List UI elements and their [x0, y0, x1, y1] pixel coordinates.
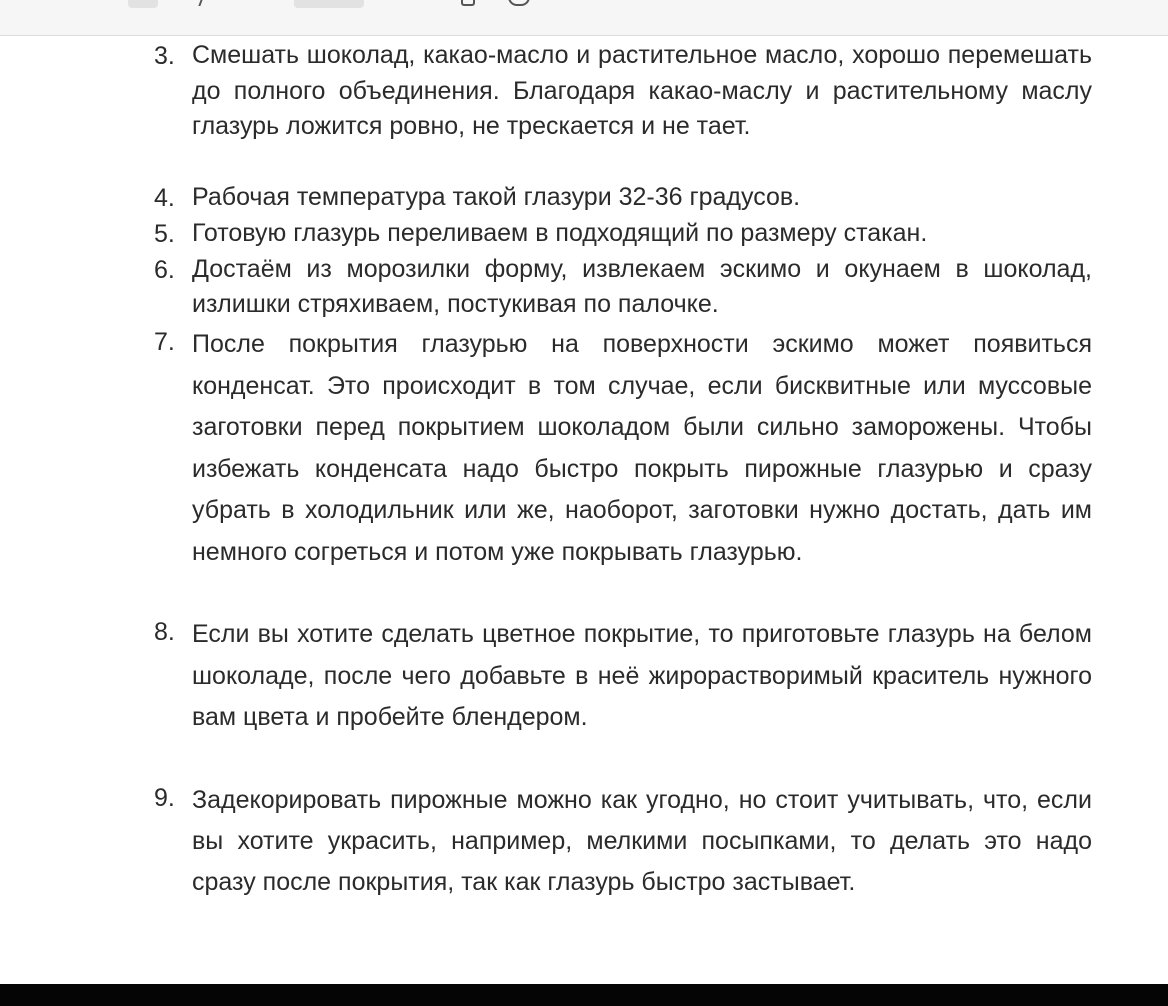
article-content — [0, 36, 1168, 984]
step-text: Готовую глазурь переливаем в подходящий по размеру стакан. — [192, 219, 928, 247]
step-text: После покрытия глазурью на поверхности эскимо может появиться конденсат. Это происходит в том случае, если бисквитные или муссовые заготовки перед покрытием шоколадом были сильно заморожены. Чтобы избежать конденсата надо быстро покрыть пирожные глазурью и сразу убрать в холодильник или же, наоборот, заготовки нужно достать, дать им немного согреться и потом уже покрывать глазурью. — [192, 330, 1092, 566]
step-number: 6. — [154, 256, 175, 284]
step-text: Задекорировать пирожные можно как угодно, но стоит учитывать, что, если вы хотите украсить, например, мелкими посыпками, то делать это надо сразу после покрытия, так как глазурь быстро застывает. — [192, 786, 1092, 896]
bottom-bar — [0, 984, 1168, 1006]
top-toolbar — [0, 0, 1168, 36]
step-text: Если вы хотите сделать цветное покрытие, то приготовьте глазурь на белом шоколаде, после чего добавьте в неё жирорастворимый краситель нужного вам цвета и пробейте блендером. — [192, 620, 1092, 731]
link-icon[interactable] — [508, 0, 530, 6]
step-number: 7. — [154, 328, 175, 356]
step-number: 9. — [154, 784, 175, 812]
step-number: 4. — [154, 184, 175, 212]
step-number: 3. — [154, 42, 175, 70]
step-text: Достаём из морозилки форму, извлекаем эскимо и окунаем в шоколад, излишки стряхиваем, постукивая по палочке. — [192, 255, 1092, 318]
step-text: Смешать шоколад, какао-масло и растительное масло, хорошо перемешать до полного объединения. Благодаря какао-маслу и растительному маслу глазурь ложится ровно, не трескается и не тает. — [192, 41, 1092, 140]
step-number: 5. — [154, 220, 175, 248]
image-icon[interactable] — [461, 0, 475, 6]
toolbar-button[interactable] — [128, 0, 158, 8]
step-number: 8. — [154, 618, 175, 646]
toolbar-button[interactable] — [294, 0, 364, 8]
italic-icon[interactable] — [198, 0, 203, 6]
step-text: Рабочая температура такой глазури 32-36 градусов. — [192, 183, 801, 211]
